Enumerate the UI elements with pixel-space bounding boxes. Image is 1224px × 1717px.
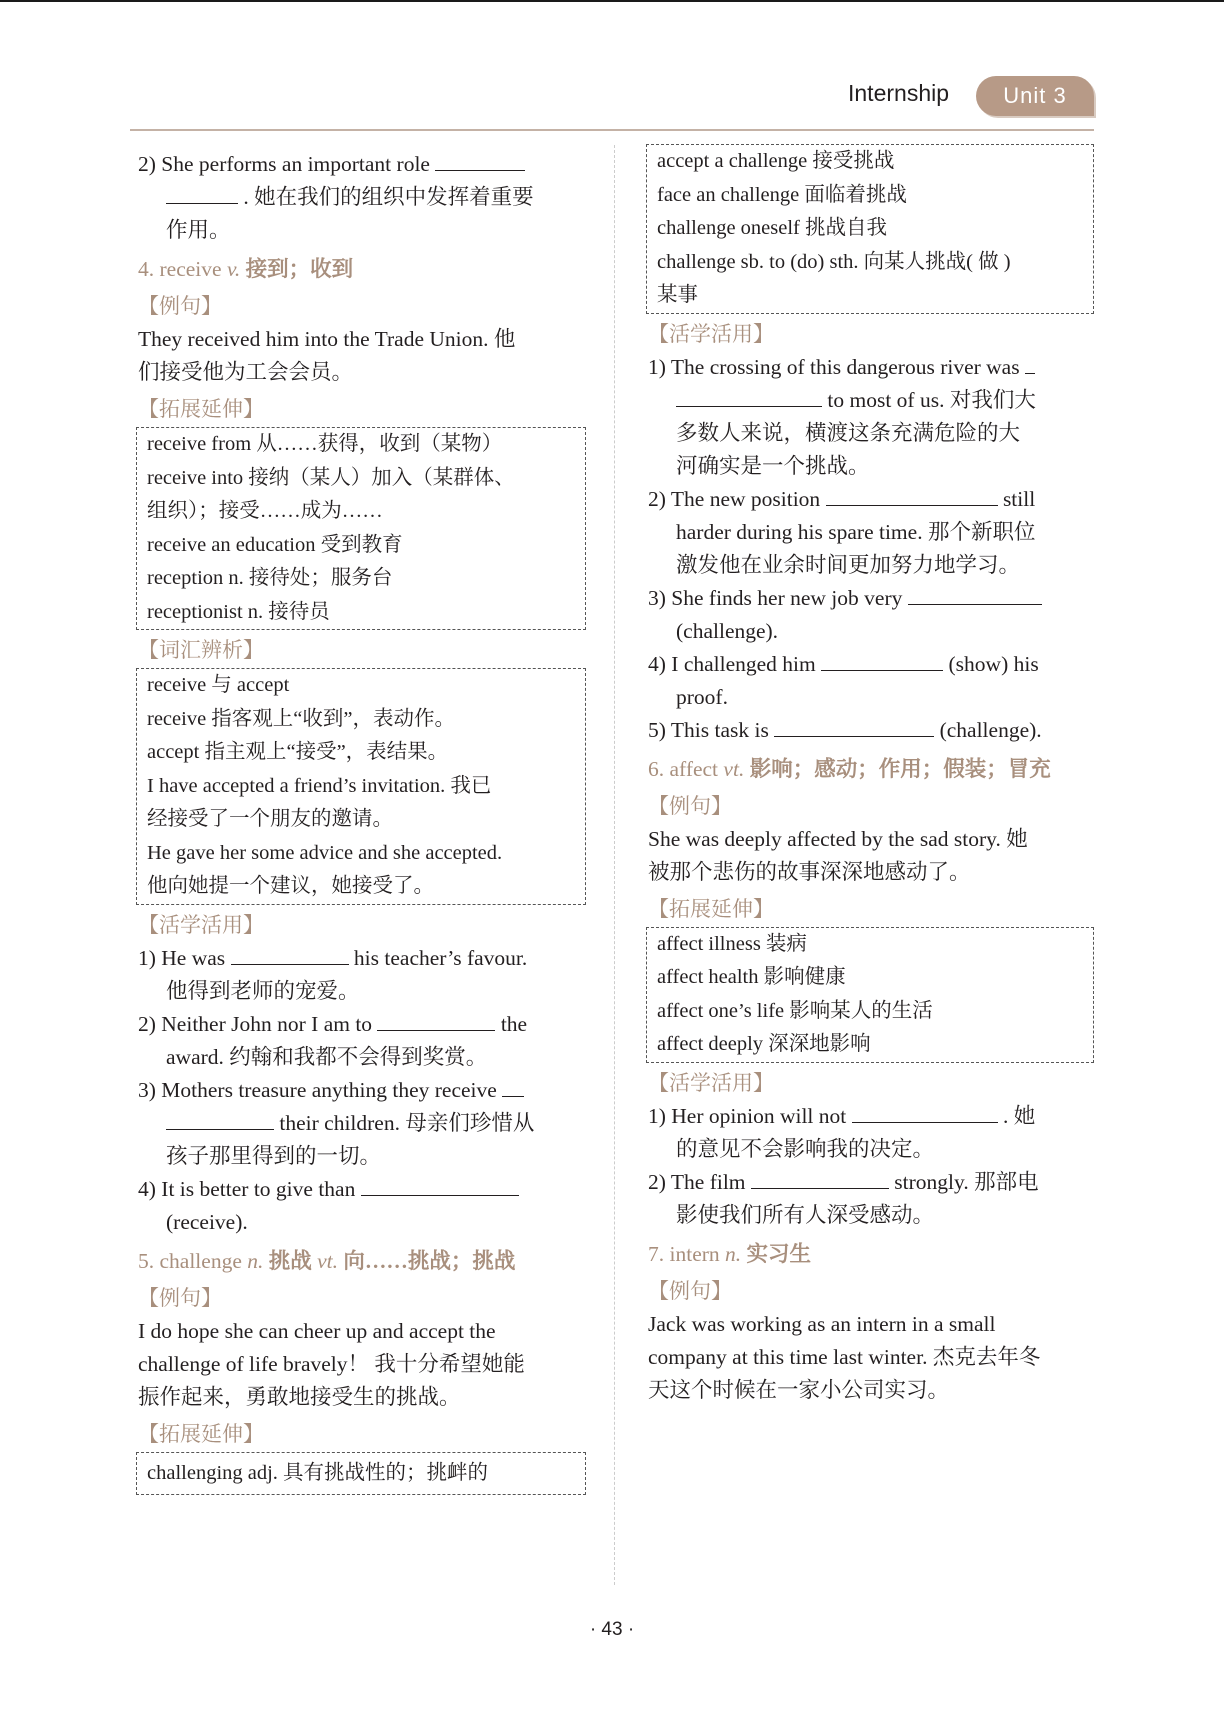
extension-item: receive into 接纳（某人）加入（某群体、 bbox=[147, 466, 515, 489]
answer-blank[interactable] bbox=[435, 150, 525, 171]
example-sentence: challenge of life bravely！ 我十分希望她能 bbox=[138, 1351, 525, 1376]
section-label-extend: 【拓展延伸】 bbox=[138, 397, 264, 421]
distinguish-item: receive 指客观上“收到”，表动作。 bbox=[147, 707, 455, 730]
practice-item: 2) Neither John nor I am to the bbox=[138, 1011, 528, 1036]
practice-item-cont: 他得到老师的宠爱。 bbox=[166, 978, 360, 1003]
example-sentence: 振作起来，勇敢地接受生的挑战。 bbox=[138, 1384, 461, 1409]
practice-item-cont: 孩子那里得到的一切。 bbox=[166, 1143, 382, 1168]
example-sentence: 天这个时候在一家小公司实习。 bbox=[648, 1377, 950, 1402]
practice-item-cont: 激发他在业余时间更加努力地学习。 bbox=[676, 552, 1021, 577]
distinguish-box bbox=[136, 668, 586, 905]
extension-item: challenge sb. to (do) sth. 向某人挑战( 做 ) bbox=[657, 250, 1011, 273]
answer-blank[interactable] bbox=[166, 1109, 274, 1130]
answer-blank[interactable] bbox=[852, 1102, 998, 1123]
example-sentence: 被那个悲伤的故事深深地感动了。 bbox=[648, 859, 971, 884]
extension-item: face an challenge 面临着挑战 bbox=[657, 183, 907, 206]
practice-item: 3) Mothers treasure anything they receive bbox=[138, 1074, 586, 1107]
practice-item: 1) Her opinion will not . 她 bbox=[648, 1103, 1036, 1128]
extension-item: affect health 影响健康 bbox=[657, 966, 846, 988]
extension-item: affect one’s life 影响某人的生活 bbox=[657, 999, 933, 1022]
answer-blank[interactable] bbox=[751, 1168, 889, 1189]
answer-blank[interactable] bbox=[908, 584, 1042, 605]
answer-blank[interactable] bbox=[821, 650, 943, 671]
extension-item: accept a challenge 接受挑战 bbox=[657, 150, 895, 172]
example-sentence: 们接受他为工会会员。 bbox=[138, 360, 354, 384]
example-sentence: company at this time last winter. 杰克去年冬 bbox=[648, 1344, 1041, 1369]
extension-box bbox=[646, 144, 1094, 314]
example-sentence: I do hope she can cheer up and accept the bbox=[138, 1318, 496, 1343]
practice-item-cont: to most of us. 对我们大 bbox=[648, 384, 1094, 417]
answer-blank[interactable] bbox=[1025, 353, 1035, 374]
distinguish-item: He gave her some advice and she accepted. bbox=[147, 841, 503, 864]
top-border-line bbox=[0, 0, 1224, 2]
extension-item: 某事 bbox=[657, 284, 698, 306]
section-label-example: 【例句】 bbox=[648, 793, 732, 818]
extension-item: receptionist n. 接待员 bbox=[147, 600, 330, 623]
section-label-example: 【例句】 bbox=[138, 1285, 222, 1310]
answer-blank[interactable] bbox=[676, 386, 822, 407]
practice-item-cont: their children. 母亲们珍惜从 bbox=[138, 1107, 586, 1140]
answer-blank[interactable] bbox=[231, 944, 349, 965]
left-column bbox=[138, 148, 586, 1499]
header-title: Internship bbox=[848, 80, 950, 106]
extension-box bbox=[646, 927, 1094, 1063]
practice-item: 3) She finds her new job very bbox=[648, 582, 1094, 615]
practice-item: 4) It is better to give than bbox=[138, 1173, 586, 1206]
section-label-extend: 【拓展延伸】 bbox=[648, 896, 774, 921]
example-sentence: They received him into the Trade Union. 他 bbox=[138, 327, 516, 351]
section-label-example: 【例句】 bbox=[138, 294, 222, 318]
answer-blank[interactable] bbox=[166, 183, 238, 204]
section-label-example: 【例句】 bbox=[648, 1278, 732, 1303]
extension-item: 组织）；接受……成为…… bbox=[147, 500, 383, 522]
answer-blank[interactable] bbox=[502, 1076, 524, 1097]
distinguish-item: 经接受了一个朋友的邀请。 bbox=[147, 808, 393, 830]
word-heading-intern: 7. intern n. 实习生 bbox=[648, 1241, 812, 1266]
practice-item: 2) The film strongly. 那部电 bbox=[648, 1169, 1039, 1194]
practice-item: 1) The crossing of this dangerous river was bbox=[648, 351, 1094, 384]
distinguish-item: receive 与 accept bbox=[147, 674, 290, 696]
practice-item: 2) She performs an important role bbox=[138, 148, 586, 181]
practice-item: 4) I challenged him (show) his bbox=[648, 651, 1039, 676]
distinguish-item: accept 指主观上“接受”，表结果。 bbox=[147, 741, 449, 763]
example-sentence: Jack was working as an intern in a small bbox=[648, 1311, 996, 1336]
section-label-practice: 【活学活用】 bbox=[648, 321, 774, 346]
word-heading-challenge: 5. challenge n. 挑战 vt. 向……挑战；挑战 bbox=[138, 1248, 516, 1273]
column-divider bbox=[614, 145, 615, 1585]
practice-item-cont: proof. bbox=[676, 684, 728, 709]
header-rule bbox=[130, 129, 1094, 131]
extension-box bbox=[136, 1452, 586, 1496]
answer-blank[interactable] bbox=[361, 1175, 519, 1196]
answer-blank[interactable] bbox=[774, 716, 934, 737]
practice-item-cont: award. 约翰和我都不会得到奖赏。 bbox=[166, 1044, 488, 1069]
practice-item-cont: 的意见不会影响我的决定。 bbox=[676, 1136, 935, 1161]
extension-box bbox=[136, 427, 586, 630]
extension-item: challenge oneself 挑战自我 bbox=[657, 217, 887, 239]
distinguish-item: 他向她提一个建议，她接受了。 bbox=[147, 875, 434, 897]
answer-blank[interactable] bbox=[826, 485, 998, 506]
practice-item-cont: 多数人来说，横渡这条充满危险的大 bbox=[676, 420, 1021, 445]
extension-item: receive from 从……获得，收到（某物） bbox=[147, 433, 503, 455]
section-label-distinguish: 【词汇辨析】 bbox=[138, 638, 264, 662]
practice-item-cont: 河确实是一个挑战。 bbox=[676, 453, 870, 478]
practice-item-cont: 影使我们所有人深受感动。 bbox=[676, 1202, 935, 1227]
extension-item: affect deeply 深深地影响 bbox=[657, 1033, 871, 1055]
extension-item: challenging adj. 具有挑战性的；挑衅的 bbox=[147, 1461, 489, 1484]
section-label-extend: 【拓展延伸】 bbox=[138, 1421, 264, 1446]
practice-item: 5) This task is (challenge). bbox=[648, 717, 1042, 742]
practice-item-cont: 作用。 bbox=[166, 218, 231, 242]
right-column bbox=[648, 148, 1094, 1407]
section-label-practice: 【活学活用】 bbox=[138, 912, 264, 937]
section-label-practice: 【活学活用】 bbox=[648, 1070, 774, 1095]
extension-item: reception n. 接待处；服务台 bbox=[147, 567, 393, 589]
extension-item: affect illness 装病 bbox=[657, 932, 807, 955]
word-heading-receive: 4. receive v. 接到；收到 bbox=[138, 257, 354, 281]
distinguish-item: I have accepted a friend’s invitation. 我已 bbox=[147, 774, 492, 797]
answer-blank[interactable] bbox=[377, 1010, 495, 1031]
practice-item-cont: harder during his spare time. 那个新职位 bbox=[676, 519, 1036, 544]
practice-item-cont: . 她在我们的组织中发挥着重要 bbox=[138, 181, 586, 214]
practice-item: 1) He was his teacher’s favour. bbox=[138, 945, 528, 970]
practice-item-cont: (receive). bbox=[166, 1209, 248, 1234]
practice-item: 2) The new position still bbox=[648, 486, 1036, 511]
extension-item: receive an education 受到教育 bbox=[147, 533, 403, 556]
word-heading-affect: 6. affect vt. 影响；感动；作用；假装；冒充 bbox=[648, 756, 1051, 781]
page-number: · 43 · bbox=[589, 1619, 635, 1640]
unit-tab: Unit 3 bbox=[976, 76, 1094, 116]
practice-item-cont: (challenge). bbox=[676, 618, 779, 643]
example-sentence: She was deeply affected by the sad story. 她 bbox=[648, 826, 1028, 851]
